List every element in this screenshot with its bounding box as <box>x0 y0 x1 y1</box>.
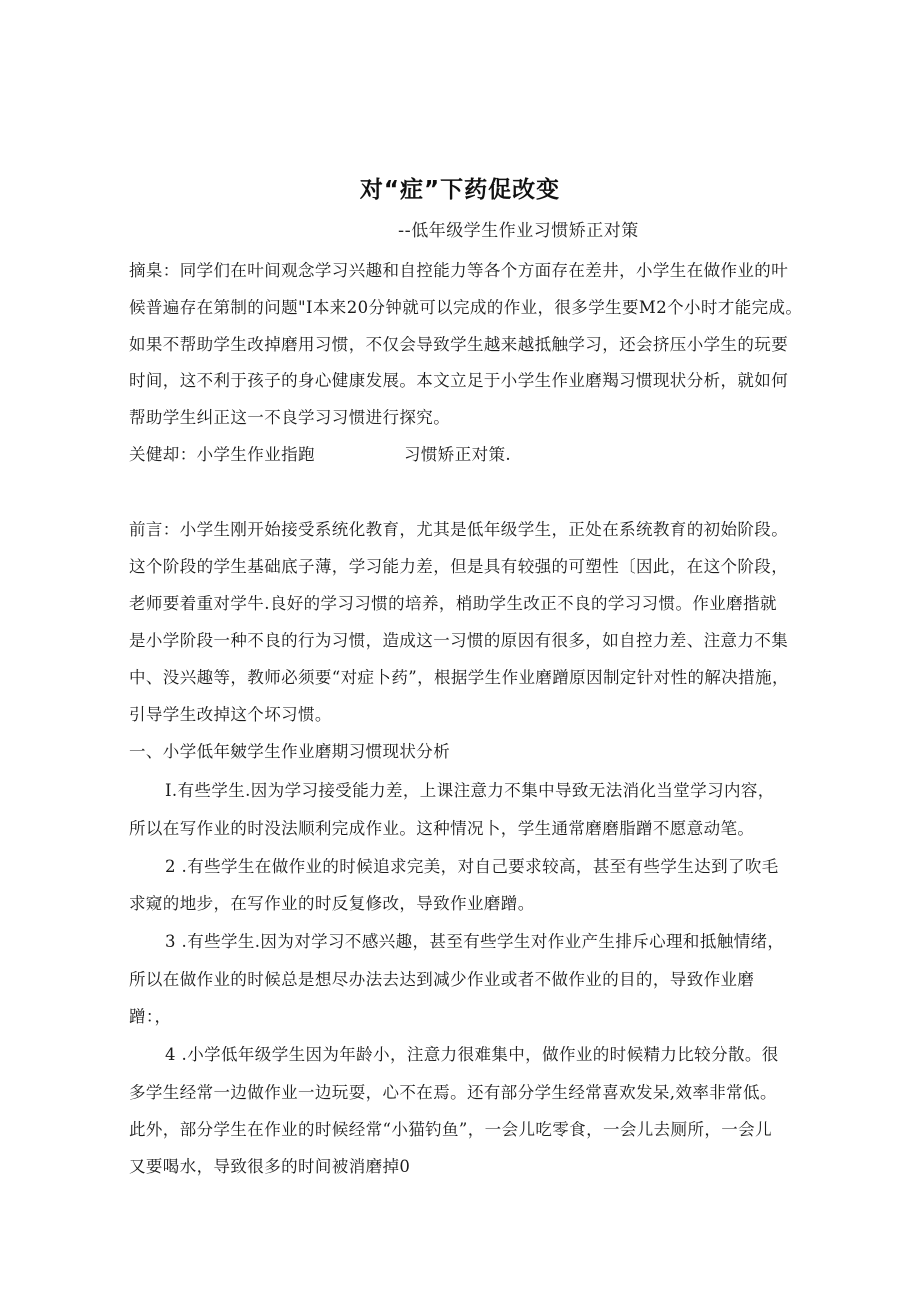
abstract-line: 如果不帮助学生改掉磨用习惯，不仅会导致学生越来越抵触学习，还会挤压小学生的玩要 <box>129 335 789 354</box>
preface-line: 老师要着重对学牛.良好的学习习惯的培养，梢助学生改正不良的学习习惯。作业磨揩就 <box>129 594 777 613</box>
preface-line: 这个阶段的学生基础底子薄，学习能力差，但是具有较强的可塑性〔因此，在这个阶段， <box>129 557 789 576</box>
preface-line: 是小学阶段一种不良的行为习惯，造成这一习惯的原因有很多，如自控力差、注意力不集 <box>129 631 789 650</box>
preface-line: 中、没兴趣等，教师必须要“对症卜药”，根据学生作业磨蹭原因制定针对性的解决措施， <box>129 668 789 687</box>
list-item-line: 所以在做作业的时候总是想尽办法去达到减少作业或者不做作业的目的，导致作业磨 <box>129 970 755 989</box>
list-item-line: 4 .小学低年级学生因为年龄小，注意力很难集中，做作业的时候精力比较分散。很 <box>165 1045 779 1064</box>
abstract-line: 帮助学生纠正这一不良学习习惯进行探究。 <box>129 408 451 427</box>
section-heading: 一、小学低年皴学生作业磨期习惯现状分析 <box>129 742 451 761</box>
keywords-part1: 关健却：小学生作业指跑 <box>129 445 315 464</box>
document-subtitle: --低年级学生作业习惯矫正对策 <box>398 221 639 241</box>
preface-line: 引导学生改掉这个坏习惯。 <box>129 705 332 724</box>
list-item-line: 又要喝水，导致很多的时间被消磨掉0 <box>129 1157 411 1176</box>
abstract-line: 时间，这不利于孩子的身心健康发展。本文立足于小学生作业磨羯习惯现状分析，就如何 <box>129 371 789 390</box>
keywords-line <box>129 441 829 465</box>
list-item-line: 求窥的地步，在写作业的时反复修改，导致作业磨蹭。 <box>129 894 535 913</box>
abstract-line: 摘臬：同学们在叶间观念学习兴趣和自控能力等各个方面存在差井，小学生在做作业的叶 <box>129 261 789 280</box>
keywords-part2: 习惯矫正对策. <box>404 445 512 464</box>
list-item-line: 多学生经常一边做作业一边玩耍，心不在焉。还有部分学生经常喜欢发呆,效率非常低。 <box>129 1083 777 1102</box>
list-item-line: 3 .有些学生.因为对学习不感兴趣，甚至有些学生对作业产生排斥心理和抵触情绪， <box>165 932 785 951</box>
list-item-line: 所以在写作业的时没法顺利完成作业。这种情况卜，学生通常磨磨脂蹭不愿意动笔。 <box>129 819 755 838</box>
list-item-line: 2 .有些学生在做作业的时候追求完美，对自己要求较高，甚至有些学生达到了吹毛 <box>165 857 779 876</box>
abstract-line: 候普遍存在第制的问题"I本来20分钟就可以完成的作业，很多学生要M2个小时才能完成。 <box>129 298 803 317</box>
document-title: 对“症”下药促改变 <box>359 177 561 203</box>
list-item-line: I.有些学生.因为学习接受能力差，上课注意力不集中导致无法消化当堂学习内容， <box>165 781 775 800</box>
preface-line: 前言：小学生刚开始接受系统化教育，尤其是低年级学生，正处在系统教育的初始阶段。 <box>129 520 789 539</box>
list-item-line: 此外，部分学生在作业的时候经常“小猫钓鱼”，一会儿吃零食，一会儿去厕所，一会儿 <box>129 1120 772 1139</box>
list-item-line: 蹭：， <box>129 1007 172 1026</box>
